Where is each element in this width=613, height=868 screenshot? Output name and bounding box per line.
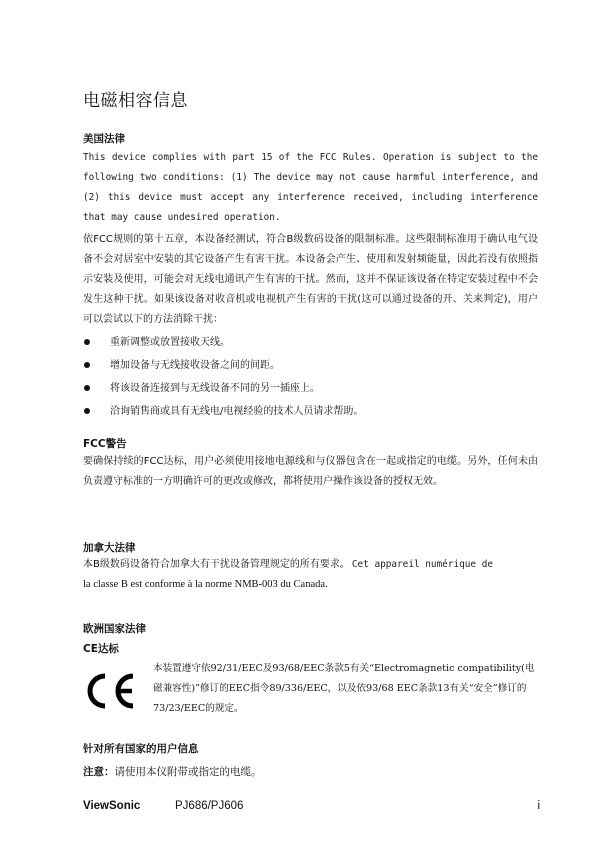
page-number: i — [537, 800, 540, 812]
footer-brand: ViewSonic — [83, 800, 141, 812]
ce-mark-logo — [84, 672, 142, 710]
bullet-icon — [84, 408, 90, 414]
canada-text: 本B级数码设备符合加拿大有干扰设备管理规定的所有要求。 Cet appareil numérique de la classe B est conforme à la norme NMB-003 du Canada. — [83, 559, 493, 590]
page-footer — [83, 800, 540, 812]
note-text: 请使用本仪附带或指定的电缆。 — [114, 766, 262, 778]
footer-model: PJ686/PJ606 — [175, 800, 244, 812]
note-line — [83, 764, 262, 779]
list-item: 增加设备与无线接收设备之间的间距。 — [83, 354, 538, 377]
fcc-statement-en: This device complies with part 15 of the FCC Rules. Operation is subject to the following two conditions: (1) The device may not cause harmful interference, and (2) this device must accept any interference received, including interference that may cause undesired operation. — [83, 152, 538, 223]
bullet-icon — [84, 385, 90, 391]
section-heading-us: 美国法律 — [83, 133, 125, 145]
section-heading-all-countries: 针对所有国家的用户信息 — [83, 743, 199, 755]
section-heading-fcc-warning: FCC警告 — [83, 438, 127, 450]
ce-heading: CE达标 — [83, 643, 119, 655]
section-heading-canada: 加拿大法律 — [83, 542, 136, 554]
list-item: 将该设备连接到与无线设备不同的另一插座上。 — [83, 377, 538, 400]
list-item: 洽询销售商或具有无线电/电视经验的技术人员请求帮助。 — [83, 400, 538, 423]
interference-remedies-list — [83, 331, 538, 423]
fcc-warning-text: 要确保持续的FCC达标，用户必须使用接地电源线和与仪器包含在一起或指定的电缆。另外，任何未由负责遵守标准的一方明确许可的更改或修改，都将使用户操作该设备的授权无效。 — [83, 456, 538, 487]
fcc-statement-cn: 依FCC规则的第十五章，本设备经测试，符合B级数码设备的限制标准。这些限制标准用于确认电气设备不会对居室中安装的其它设备产生有害干扰。本设备会产生、使用和发射频能量，因此若没有依照指示安装及使用，可能会对无线电通讯产生有害的干扰。然而，这并不保证该设备在特定安装过程中不会发生这种干扰。如果该设备对收音机或电视机产生有害的干扰(这可以通过设备的开、关来判定)，用户可以尝试以下的方法消除干扰： — [83, 234, 538, 325]
page-title: 电磁相容信息 — [83, 91, 188, 111]
bullet-icon — [84, 339, 90, 345]
note-label: 注意： — [83, 766, 115, 778]
list-item: 重新调整或放置接收天线。 — [83, 331, 538, 354]
bullet-icon — [84, 362, 90, 368]
ce-compliance-text: 本装置遵守依92/31/EEC及93/68/EEC条款5有关“Electromagnetic compatibility(电磁兼容性)”修订的EEC指令89/336/EEC，以及依93/68 EEC条款13有关“安全”修订的73/23/EEC的规定。 — [153, 663, 535, 714]
section-heading-europe: 欧洲国家法律 — [83, 623, 146, 635]
